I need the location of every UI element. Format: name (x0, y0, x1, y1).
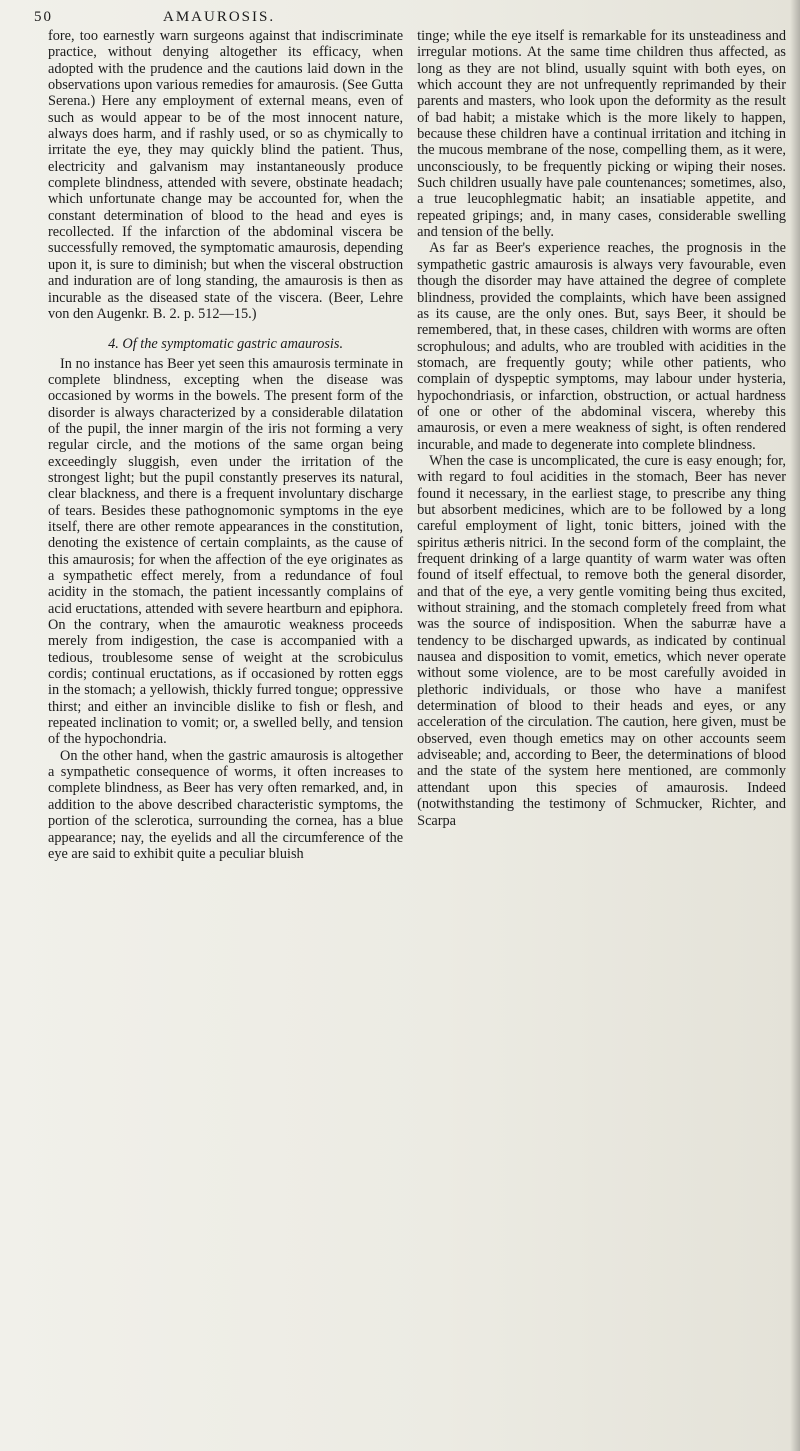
paragraph: On the other hand, when the gastric amaurosis is altogether a sympathetic consequence of worms, it often increases to complete blindness, as Beer has very often remarked, and, in addition to the above described characteristic symptoms, the portion of the sclerotica, surrounding the cornea, has a blue appearance; nay, the eyelids and all the circumference of the eye are said to exhibit quite a peculiar bluish (48, 747, 404, 862)
paragraph: In no instance has Beer yet seen this amaurosis terminate in complete blindness, excepting when the disease was occasioned by worms in the bowels. The present form of the disorder is always characterized by a considerable dilatation of the pupil, the inner margin of the iris not forming a very regular circle, and the motions of the same organ being exceedingly sluggish, even under the irritation of the strongest light; but the pupil constantly preserves its natural, clear blackness, and there is a frequent involuntary discharge of tears. Besides these pathognomonic symptoms in the eye itself, there are other remote appearances in the constitution, denoting the existence of certain complaints, as the cause of this amaurosis; for when the affection of the eye originates as a sympathetic effect merely, from a redundance of foul acidity in the stomach, the patient incessantly complains of acid eructations, attended with severe heartburn and epiphora. On the contrary, when the amaurotic weakness proceeds merely from indigestion, the case is accompanied with a tedious, troublesome sense of weight at the scrobiculus cordis; continual eructations, as if occasioned by rotten eggs in the stomach; a yellowish, thickly furred tongue; oppressive thirst; and either an invincible dislike to fish or flesh, and repeated inclination to vomit; or, a swelled belly, and tension of the hypochondria. (48, 355, 404, 748)
page-number: 50 (34, 8, 53, 25)
left-column (20, 28, 403, 862)
section-heading: 4. Of the symptomatic gastric amaurosis. (108, 336, 344, 353)
paragraph: As far as Beer's experience reaches, the prognosis in the sympathetic gastric amaurosis is always very favourable, even though the disorder may have attained the degree of complete blindness, provided the complaints, which have been assigned as its cause, are the only ones. But, says Beer, it should be remembered, that, in these cases, children with worms are often scrophulous; and adults, who are troubled with acidities in the stomach, are frequently gouty; while other patients, who complain of dyspeptic symptoms, may labour under hysteria, hypochondriasis, or infarction, obstruction, or actual hardness of one or other of the abdominal viscera, whereby this amaurosis, or even a mere weakness of sight, is often rendered incurable, and made to degenerate into complete blindness. (417, 240, 786, 453)
paragraph: tinge; while the eye itself is remarkable for its unsteadiness and irregular motions. At the same time children thus affected, as long as they are not blind, usually squint with both eyes, on which account they are not unfrequently reprimanded by their parents and masters, who look upon the deformity as the result of bad habit; a mistake which is the more likely to happen, because these children have a continual irritation and itching in the mucous membrane of the nose, compelling them, as it were, unconsciously, to be frequently picking or wiping their noses. Such children usually have pale countenances; sometimes, also, a true leucophlegmatic habit; an insatiable appetite, and repeated gripings; and, in many cases, considerable swelling and tension of the belly. (417, 28, 786, 241)
right-column (417, 28, 786, 862)
running-title: AMAUROSIS. (163, 8, 276, 25)
page-header (20, 6, 786, 28)
text-columns (20, 28, 786, 862)
paragraph: fore, too earnestly warn surgeons against that indiscriminate practice, without denying altogether its efficacy, when adopted with the prudence and the cautions laid down in the observations upon various remedies for amaurosis. (See Gutta Serena.) Here any employment of external means, even of such as would appear to be of the most innocent nature, always does harm, and if rashly used, or so as chymically to irritate the eye, they may quickly blind the patient. Thus, electricity and galvanism may instantaneously produce complete blindness, attended with severe, obstinate headach; which unfortunate change may be accounted for, when the constant determination of blood to the head and eyes is recollected. If the infarction of the abdominal viscera be successfully removed, the symptomatic amaurosis, depending upon it, is sure to diminish; but when the visceral obstruction and induration are of long standing, the amaurosis is then as incurable as the diseased state of the viscera. (Beer, Lehre von den Augenkr. B. 2. p. 512—15.) (48, 28, 404, 322)
paragraph: When the case is uncomplicated, the cure is easy enough; for, with regard to foul acidities in the stomach, Beer has never found it necessary, in the earliest stage, to prescribe any thing but absorbent medicines, which are to be followed by a long careful employment of light, tonic bitters, joined with the spiritus ætheris nitrici. In the second form of the complaint, the frequent drinking of a large quantity of warm water was often found of itself effectual, to remove both the general disorder, and that of the eye, a very gentle vomiting being thus excited, without straining, and the stomach completely freed from what was the source of indisposition. When the saburræ have a tendency to be discharged upwards, as indicated by continual nausea and disposition to vomit, emetics, which never operate without some violence, are to be most carefully avoided in plethoric individuals, or those who have a manifest determination of blood to their heads and eyes, or any acceleration of the circulation. The caution, here given, must be observed, even though emetics may on other accounts seem adviseable; and, according to Beer, the determinations of blood and the state of the system here mentioned, are commonly attendant upon this species of amaurosis. Indeed (notwithstanding the testimony of Schmucker, Richter, and Scarpa (417, 452, 786, 829)
